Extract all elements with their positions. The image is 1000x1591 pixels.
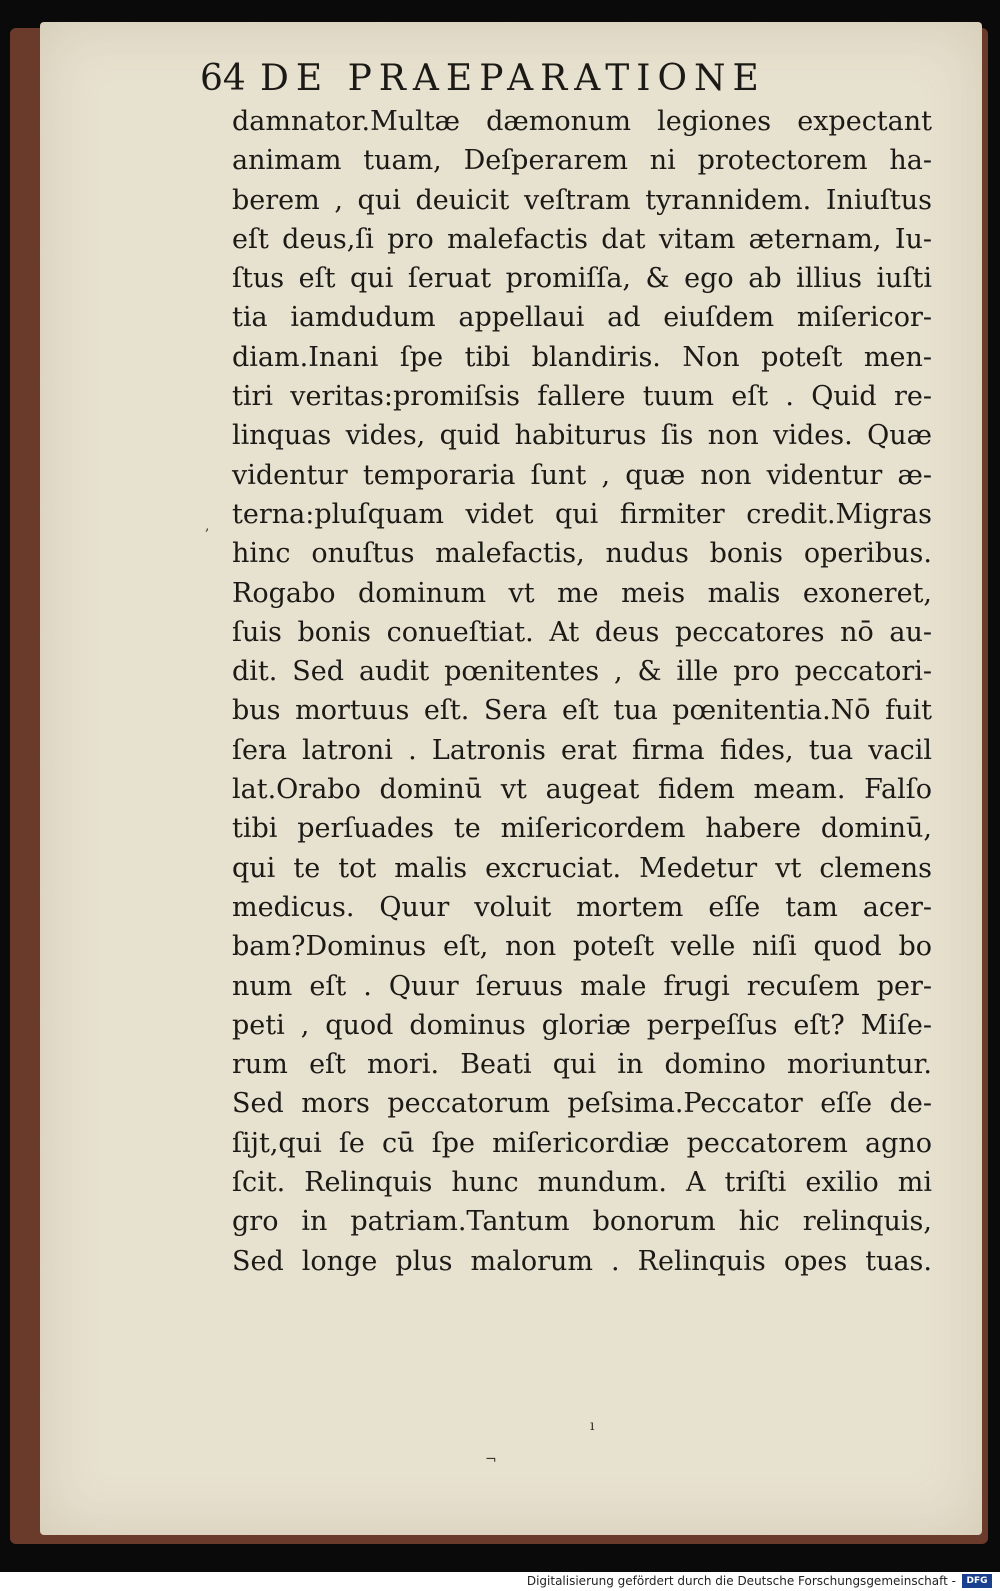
- text-line: bam?Dominus eſt, non poteſt velle niſi quod bo: [232, 931, 932, 963]
- text-line: bus mortuus eſt. Sera eſt tua pœnitentia.Nō fuit: [232, 695, 932, 727]
- stray-mark: ı: [590, 1418, 595, 1434]
- text-line: berem , qui deuicit veſtram tyrannidem. Iniuſtus: [232, 184, 932, 216]
- text-line: ſuis bonis conueſtiat. At deus peccatores nō au-: [232, 616, 932, 648]
- text-line: Sed longe plus malorum . Relinquis opes tuas.: [232, 1245, 932, 1277]
- text-line: Sed mors peccatorum peſsima.Peccator eſſe de-: [232, 1088, 932, 1120]
- footer-bar: [0, 1572, 1000, 1591]
- text-line: ſtus eſt qui ſeruat promiſſa, & ego ab illius iuſti: [232, 263, 932, 295]
- text-line: terna:pluſquam videt qui firmiter credit.Migras: [232, 498, 932, 530]
- text-line: rum eſt mori. Beati qui in domino moriuntur.: [232, 1049, 932, 1081]
- text-line: medicus. Quur voluit mortem eſſe tam acer-: [232, 891, 932, 923]
- text-line: tibi perſuades te miſericordem habere dominū,: [232, 813, 932, 845]
- text-line: Rogabo dominum vt me meis malis exoneret,: [232, 577, 932, 609]
- text-line: ſcit. Relinquis hunc mundum. A triſti exilio mi: [232, 1167, 932, 1199]
- text-line: videntur temporaria ſunt , quæ non videntur æ-: [232, 459, 932, 491]
- text-line: ſijt,qui ſe cū ſpe miſericordiæ peccatorem agno: [232, 1127, 932, 1159]
- text-line: peti , quod dominus gloriæ perpeſſus eſt? Miſe-: [232, 1009, 932, 1041]
- text-line: damnator.Multæ dæmonum legiones expectant: [232, 106, 932, 137]
- stray-mark: ¬: [485, 1452, 497, 1468]
- text-line: num eſt . Quur ſeruus male frugi recuſem per-: [232, 970, 932, 1002]
- text-line: hinc onuſtus malefactis, nudus bonis operibus.: [232, 538, 932, 570]
- text-line: lat.Orabo dominū vt augeat fidem meam. Falſo: [232, 774, 932, 806]
- text-line: tiri veritas:promiſsis fallere tuum eſt . Quid re-: [232, 381, 932, 413]
- text-line: eſt deus,ſi pro malefactis dat vitam æternam, Iu-: [232, 223, 932, 255]
- text-line: linquas vides, quid habiturus ſis non vides. Quæ: [232, 420, 932, 452]
- text-line: animam tuam, Deſperarem ni protectorem ha-: [232, 145, 932, 177]
- page-number: 64: [200, 58, 246, 99]
- body-text: [232, 102, 932, 1281]
- dfg-logo: DFG: [962, 1574, 992, 1588]
- running-title: DE PRAEPARATIONE: [260, 58, 766, 99]
- stray-mark: ,: [205, 518, 210, 534]
- text-line: tia iamdudum appellaui ad eiuſdem miſericor-: [232, 302, 932, 334]
- running-head: [200, 58, 880, 108]
- text-line: qui te tot malis excruciat. Medetur vt clemens: [232, 852, 932, 884]
- text-line: gro in patriam.Tantum bonorum hic relinquis,: [232, 1206, 932, 1238]
- text-line: ſera latroni . Latronis erat firma fides, tua vacil: [232, 734, 932, 766]
- funding-credit: Digitalisierung gefördert durch die Deutsche Forschungsgemeinschaft -: [526, 1574, 956, 1588]
- text-line: dit. Sed audit pœnitentes , & ille pro peccatori-: [232, 656, 932, 688]
- text-line: diam.Inani ſpe tibi blandiris. Non poteſt men-: [232, 341, 932, 373]
